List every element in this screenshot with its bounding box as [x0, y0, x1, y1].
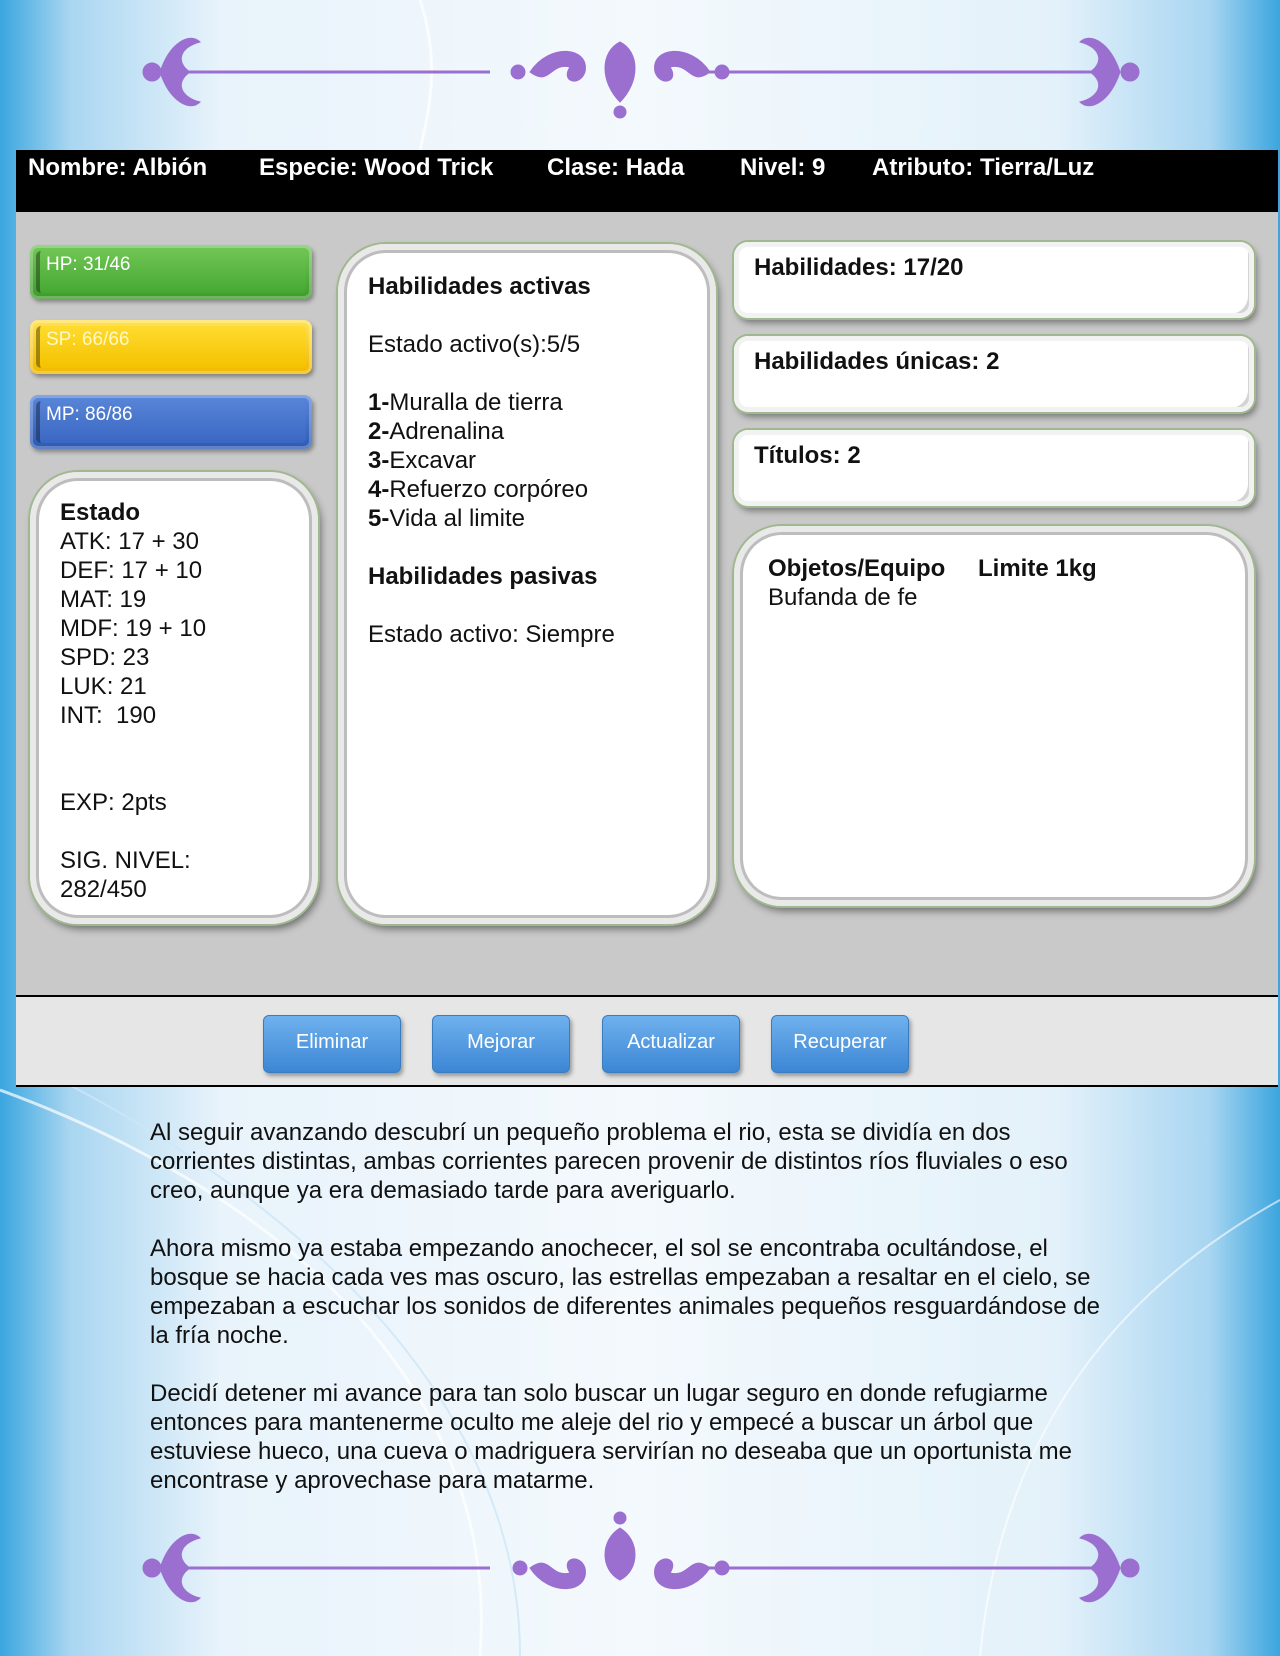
bottom-ornament — [130, 1510, 1150, 1610]
hp-bar — [30, 245, 312, 299]
sig-nivel-label: SIG. NIVEL: — [60, 847, 191, 874]
hp-label: HP: 31/46 — [36, 251, 306, 293]
header-atributo: Atributo: Tierra/Luz — [872, 154, 1095, 181]
skill-item: 1-Muralla de tierra — [368, 389, 563, 416]
skill-item: 5-Vida al limite — [368, 505, 525, 532]
objetos-title: Objetos/Equipo — [768, 555, 946, 582]
mejorar-button[interactable]: Mejorar — [432, 1015, 570, 1073]
habilidades-unicas: Habilidades únicas: 2 — [754, 348, 1000, 375]
actualizar-button[interactable]: Actualizar — [602, 1015, 740, 1073]
story-paragraph: Al seguir avanzando descubrí un pequeño problema el rio, esta se dividía en dos corrientes distintas, ambas corrientes parecen provenir de distintos ríos fluviales o eso creo, aunque ya era demasiado tarde para averiguarlo. — [150, 1119, 1068, 1204]
habilidades-count-box — [734, 242, 1254, 318]
exp-value: EXP: 2pts — [60, 789, 167, 816]
stat-int: INT: 190 — [60, 702, 157, 729]
pasivas-estado: Estado activo: Siempre — [368, 621, 615, 648]
top-ornament — [130, 22, 1150, 122]
header-clase: Clase: Hada — [547, 154, 685, 181]
eliminar-button[interactable]: Eliminar — [263, 1015, 401, 1073]
stat-def: DEF: 17 + 10 — [60, 557, 203, 584]
header-nivel: Nivel: 9 — [740, 154, 826, 181]
sp-label: SP: 66/66 — [36, 326, 306, 368]
story-text — [150, 1118, 1100, 1524]
mp-bar — [30, 395, 312, 449]
stat-mdf: MDF: 19 + 10 — [60, 615, 207, 642]
header-especie: Especie: Wood Trick — [259, 154, 494, 181]
habilidades-count: Habilidades: 17/20 — [754, 254, 964, 281]
story-paragraph: Ahora mismo ya estaba empezando anochecer, el sol se encontraba ocultándose, el bosque se hacia cada ves mas oscuro, las estrellas empezaban a resaltar en el cielo, se empezaban a escuchar los sonidos de diferentes animales pequeños resguardándose de la fría noche. — [150, 1235, 1100, 1349]
story-paragraph: Decidí detener mi avance para tan solo buscar un lugar seguro en donde refugiarme entonces para mantenerme oculto me aleje del rio y empecé a buscar un árbol que estuviese hueco, una cueva o madriguera servirían no deseaba que un oportunista me encontrase y aprovechase para matarme. — [150, 1380, 1072, 1494]
pasivas-title: Habilidades pasivas — [368, 563, 598, 590]
skill-item: 4-Refuerzo corpóreo — [368, 476, 589, 503]
sig-nivel-value: 282/450 — [60, 876, 147, 903]
character-header — [16, 150, 1278, 212]
stat-spd: SPD: 23 — [60, 644, 150, 671]
objetos-box — [734, 526, 1254, 906]
skill-item: 3-Excavar — [368, 447, 477, 474]
estado-box — [30, 472, 318, 924]
recuperar-button[interactable]: Recuperar — [771, 1015, 909, 1073]
activas-estado: Estado activo(s):5/5 — [368, 331, 581, 358]
mp-label: MP: 86/86 — [36, 401, 306, 443]
skill-item: 2-Adrenalina — [368, 418, 505, 445]
titulos-box — [734, 430, 1254, 506]
objetos-limit: Limite 1kg — [978, 555, 1097, 582]
estado-title: Estado — [60, 499, 141, 526]
titulos-count: Títulos: 2 — [754, 442, 861, 469]
sp-bar — [30, 320, 312, 374]
objeto-item: Bufanda de fe — [768, 584, 918, 611]
stat-mat: MAT: 19 — [60, 586, 147, 613]
activas-title: Habilidades activas — [368, 273, 591, 300]
habilidades-box — [338, 244, 716, 924]
header-nombre: Nombre: Albión — [28, 154, 208, 181]
stat-atk: ATK: 17 + 30 — [60, 528, 199, 555]
stat-luk: LUK: 21 — [60, 673, 147, 700]
habilidades-unicas-box — [734, 336, 1254, 412]
